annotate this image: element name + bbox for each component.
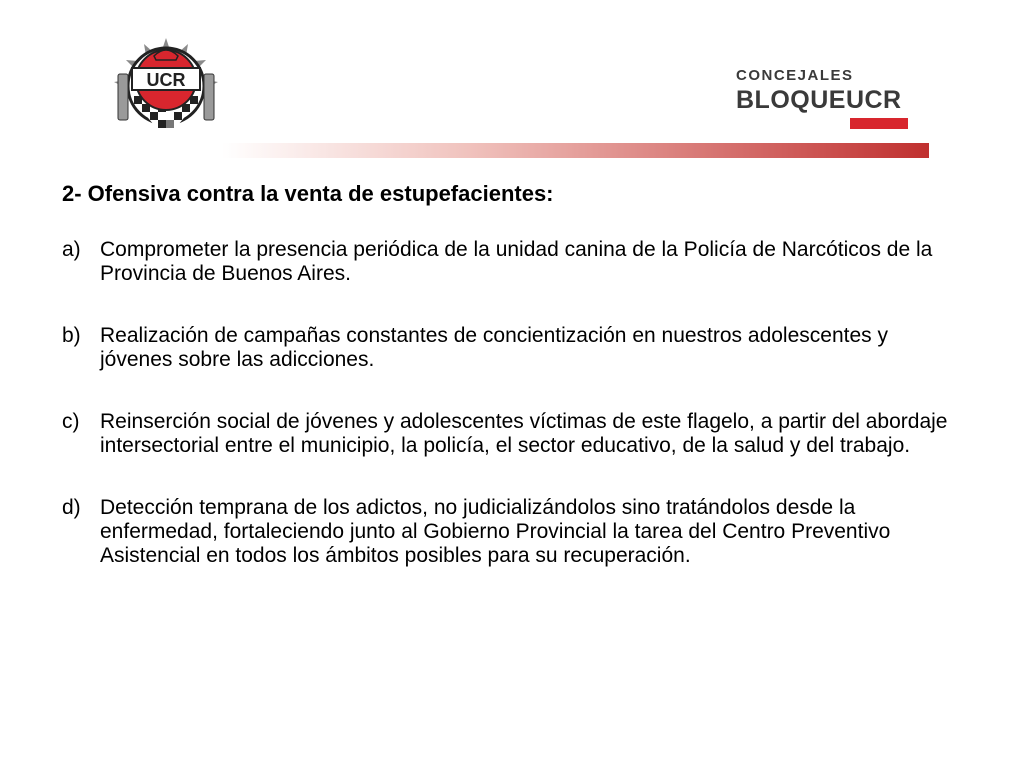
list-item-text: Reinserción social de jóvenes y adolescentes víctimas de este flagelo, a partir del abordaje intersectorial entre el municipio, la policía, el sector educativo, de la salud y del trabajo. bbox=[100, 410, 948, 457]
brand-top-text: CONCEJALES bbox=[736, 67, 854, 84]
slide-content bbox=[62, 180, 962, 606]
list-item bbox=[62, 410, 962, 458]
list-item-text: Realización de campañas constantes de concientización en nuestros adolescentes y jóvenes sobre las adicciones. bbox=[100, 324, 888, 371]
list-item-marker: d) bbox=[62, 496, 81, 519]
list-item bbox=[62, 496, 962, 568]
list-item-marker: a) bbox=[62, 238, 81, 261]
brand-bottom-text bbox=[736, 86, 916, 114]
list-item-marker: c) bbox=[62, 410, 80, 433]
brand-logo bbox=[736, 68, 916, 134]
list-item bbox=[62, 238, 962, 286]
list-item-marker: b) bbox=[62, 324, 81, 347]
list-item bbox=[62, 324, 962, 372]
list-item-text: Comprometer la presencia periódica de la unidad canina de la Policía de Narcóticos de la Provincia de Buenos Aires. bbox=[100, 238, 933, 285]
slide-heading: 2- Ofensiva contra la venta de estupefacientes: bbox=[62, 181, 554, 206]
ucr-shield-logo-icon bbox=[110, 36, 222, 146]
header-gradient-rule bbox=[222, 143, 929, 158]
brand-bottom-part2: UCR bbox=[845, 86, 902, 114]
brand-bottom-part1: BLOQUE bbox=[736, 86, 846, 114]
list-item-text: Detección temprana de los adictos, no judicializándolos sino tratándolos desde la enfermedad, fortaleciendo junto al Gobierno Provincial la tarea del Centro Preventivo Asistencial en todos los ámbitos posibles para su recuperación. bbox=[100, 496, 891, 567]
ucr-logo-label: UCR bbox=[146, 70, 186, 90]
brand-accent-bar bbox=[850, 118, 908, 129]
